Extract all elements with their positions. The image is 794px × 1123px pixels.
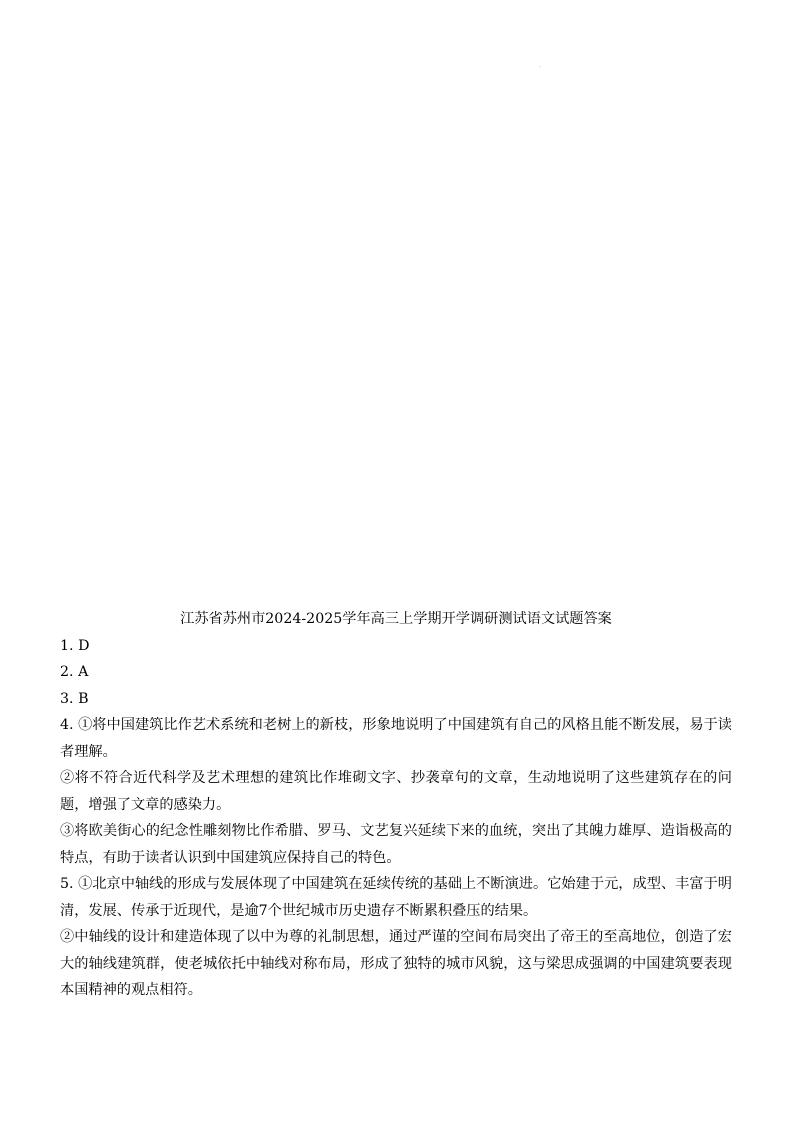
answer-2 [60,659,732,686]
answer-4-point-2: ②将不符合近代科学及艺术理想的建筑比作堆砌文字、抄袭章句的文章，生动地说明了这些建筑存在的问题，增强了文章的感染力。 [60,770,732,813]
answer-text: ①北京中轴线的形成与发展体现了中国建筑在延续传统的基础上不断演进。它始建于元，成型、丰富于明清，发展、传承于近现代，是逾7个世纪城市历史遗存不断累积叠压的结果。 [60,876,732,919]
answer-text: ①将中国建筑比作艺术系统和老树上的新枝，形象地说明了中国建筑有自己的风格且能不断发展，易于读者理解。 [60,717,732,760]
answer-number: 3. [60,690,74,707]
answer-number: 2. [60,664,74,680]
answer-3 [60,686,732,713]
answer-number: 5. [60,876,74,892]
answer-content [60,606,732,1004]
answer-4 [60,712,732,765]
answer-number: 4. [60,717,74,733]
answer-4-point-3: ③将欧美街心的纪念性雕刻物比作希腊、罗马、文艺复兴延续下来的血统，突出了其魄力雄厚、造诣极高的特点，有助于读者认识到中国建筑应保持自己的特色。 [60,823,732,866]
answer-text: B [78,690,89,707]
answer-1 [60,633,732,660]
page-mark: . [539,62,541,69]
answer-text: A [78,664,89,680]
answer-number: 1. [60,637,74,654]
answer-5 [60,871,732,924]
document-title: 江苏省苏州市2024-2025学年高三上学期开学调研测试语文试题答案 [180,611,612,627]
answer-5-point-2: ②中轴线的设计和建造体现了以中为尊的礼制思想，通过严谨的空间布局突出了帝王的至高地位，创造了宏大的轴线建筑群，使老城依托中轴线对称布局，形成了独特的城市风貌，这与梁思成强调的中国建筑要表现本国精神的观点相符。 [60,929,732,998]
answer-text: D [78,637,90,654]
